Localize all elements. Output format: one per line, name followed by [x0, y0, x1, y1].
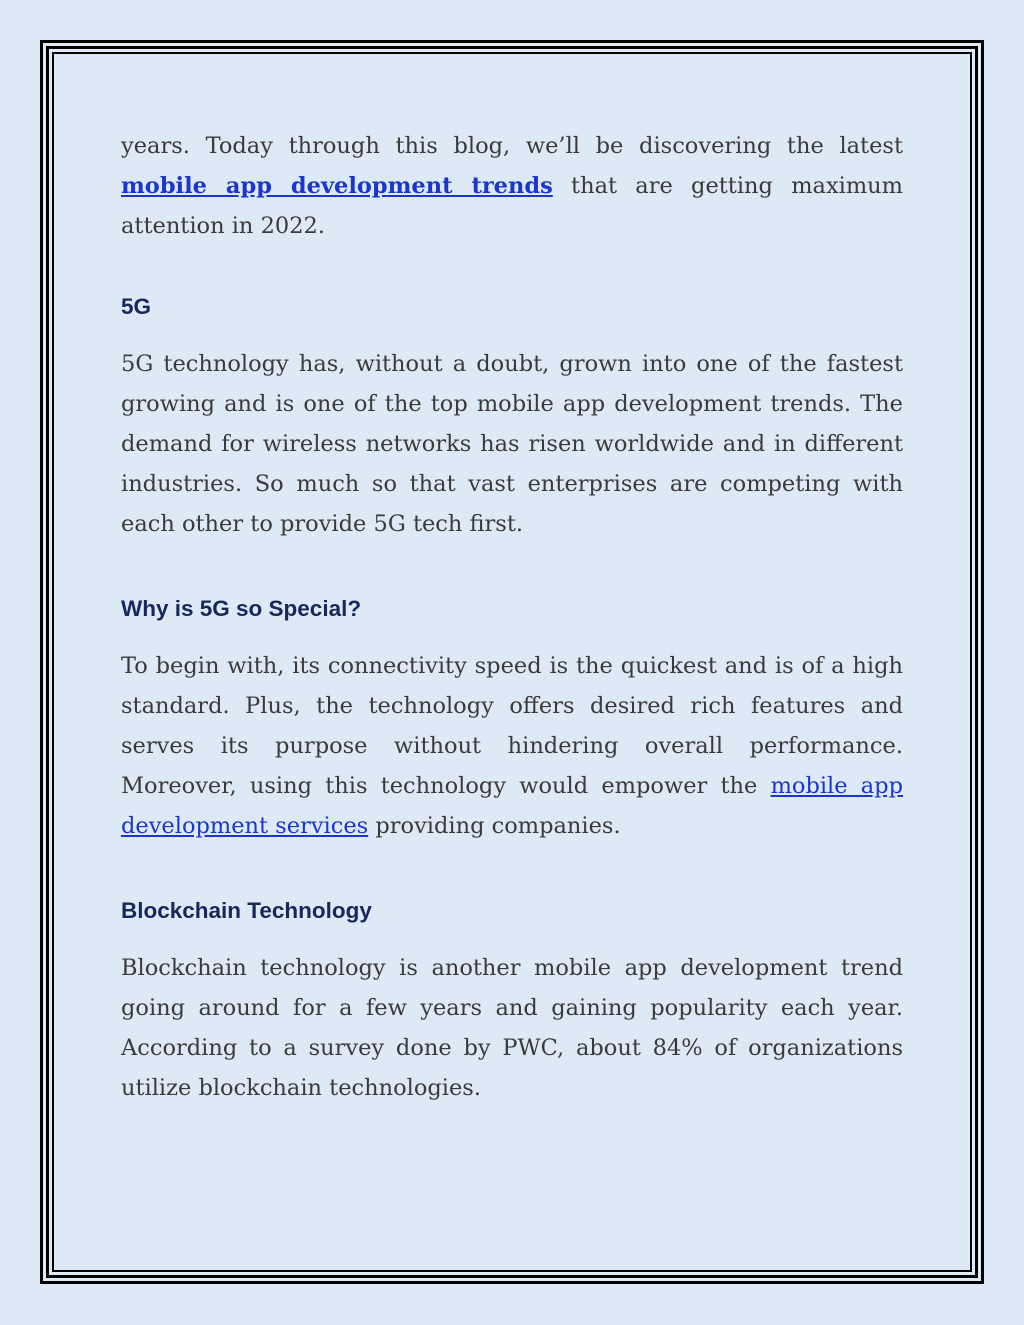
paragraph-why-5g-special — [121, 646, 903, 846]
special-text-after: providing companies. — [368, 813, 621, 839]
mobile-app-services-link[interactable]: mobile app development services — [121, 773, 903, 839]
intro-text-after: that are getting maximum attention in 2022. — [121, 173, 903, 239]
paragraph-5g: 5G technology has, without a doubt, grown into one of the fastest growing and is one of the top mobile app development trends. The demand for wireless networks has risen worldwide and in different industries. So much so that vast enterprises are competing with each other to provide 5G tech first. — [121, 351, 903, 537]
intro-paragraph — [121, 126, 903, 246]
heading-why-5g-special: Why is 5G so Special? — [121, 596, 362, 621]
heading-blockchain: Blockchain Technology — [121, 898, 372, 923]
special-text-before: To begin with, its connectivity speed is the quickest and is of a high standard. Plus, the technology offers desired rich features and serves its purpose without hindering overall performance. Moreover, using this technology would empower the — [121, 653, 903, 799]
paragraph-blockchain: Blockchain technology is another mobile app development trend going around for a few years and gaining popularity each year. According to a survey done by PWC, about 84% of organizations utilize blockchain technologies. — [121, 955, 903, 1101]
mobile-app-trends-link[interactable]: mobile app development trends — [121, 173, 553, 199]
heading-5g: 5G — [121, 294, 152, 319]
document-content — [121, 126, 903, 1108]
intro-text-before: years. Today through this blog, we’ll be discovering the latest — [121, 133, 903, 159]
